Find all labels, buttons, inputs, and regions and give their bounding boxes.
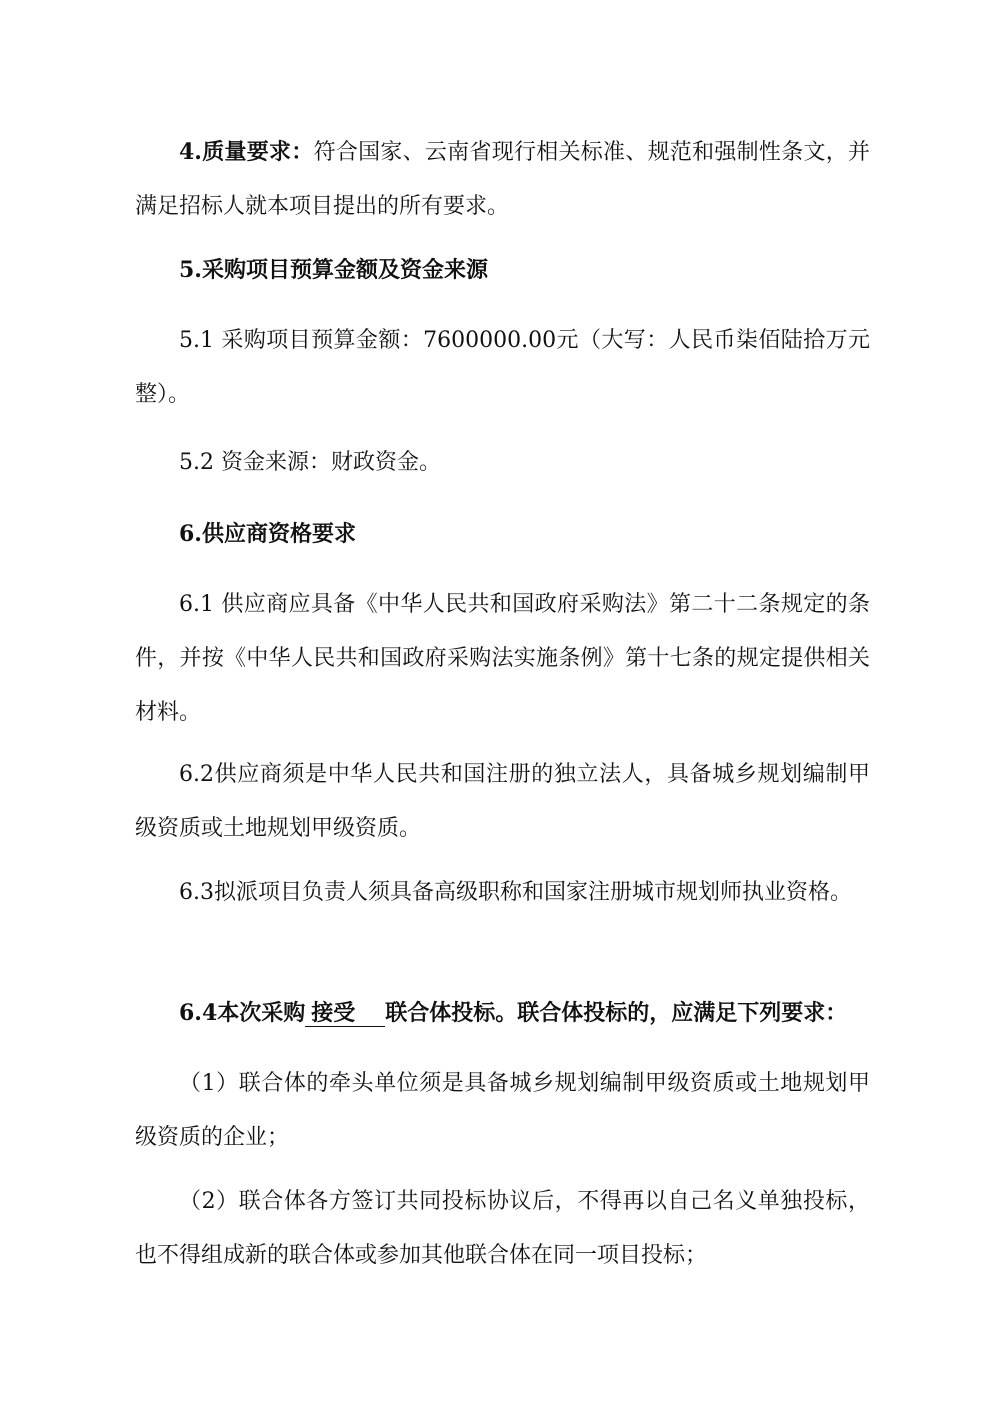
- consortium-requirement-2: （2）联合体各方签订共同投标协议后，不得再以自己名义单独投标，也不得组成新的联合体或参加其他联合体在同一项目投标；: [135, 1189, 870, 1268]
- supplier-qualification-heading: 6.供应商资格要求: [179, 521, 356, 547]
- supplier-qualification-6-2: 6.2供应商须是中华人民共和国注册的独立法人，具备城乡规划编制甲级资质或土地规划甲级资质。: [135, 762, 870, 841]
- supplier-qualification-6-3: 6.3拟派项目负责人须具备高级职称和国家注册城市规划师执业资格。: [179, 880, 852, 905]
- supplier-qualification-6-1: 6.1 供应商应具备《中华人民共和国政府采购法》第二十二条规定的条件，并按《中华人民共和国政府采购法实施条例》第十七条的规定提供相关材料。: [135, 592, 870, 725]
- consortium-requirement-1: （1）联合体的牵头单位须是具备城乡规划编制甲级资质或土地规划甲级资质的企业；: [135, 1071, 870, 1150]
- funding-source-paragraph: 5.2 资金来源：财政资金。: [179, 450, 441, 475]
- quality-requirement-heading: 4.质量要求：: [179, 139, 314, 165]
- budget-amount-paragraph: 5.1 采购项目预算金额：7600000.00元（大写：人民币柒佰陆拾万元整）。: [135, 328, 870, 407]
- budget-section-heading: 5.采购项目预算金额及资金来源: [179, 257, 488, 283]
- consortium-bid-paragraph: [135, 986, 870, 1040]
- consortium-bid-trail: 联合体投标。联合体投标的，应满足下列要求：: [385, 1000, 848, 1026]
- quality-requirement-paragraph: [135, 125, 870, 234]
- consortium-bid-fill-in: 接受: [305, 1000, 385, 1027]
- consortium-bid-lead: 6.4本次采购: [179, 1000, 306, 1026]
- quality-requirement-text: 符合国家、云南省现行相关标准、规范和强制性条文，并满足招标人就本项目提出的所有要求。: [135, 140, 870, 219]
